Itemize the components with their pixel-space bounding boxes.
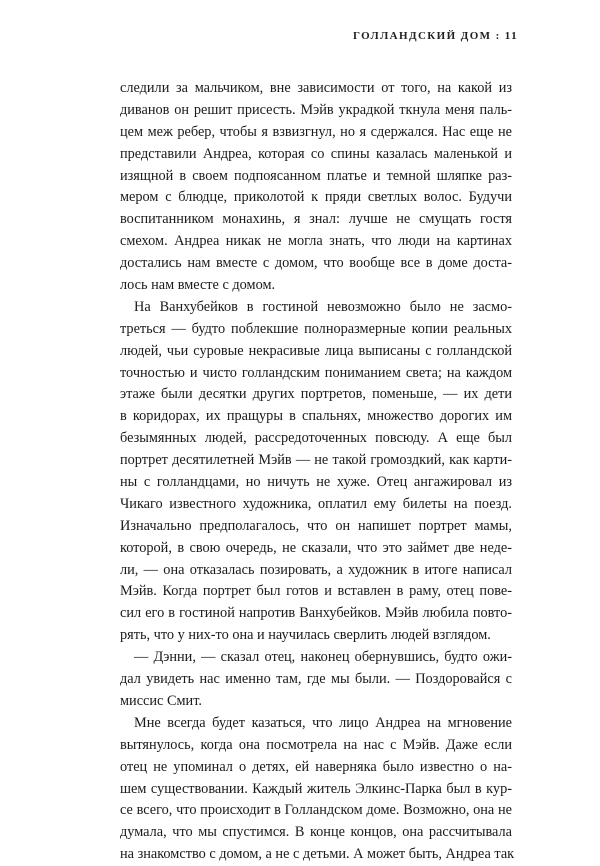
text-line: следили за мальчиком, вне зависимости от того, на какой из bbox=[120, 80, 512, 96]
text-line: безымянных людей, рассредоточенных повсюду. А еще был bbox=[120, 430, 512, 447]
running-head: ГОЛЛАНДСКИЙ ДОМ : 11 bbox=[352, 30, 518, 42]
text-line: этаже были десятки других портретов, поменьше, — их дети bbox=[120, 386, 512, 403]
text-line: достались нам вместе с домом, что вообще все в доме доста- bbox=[120, 255, 512, 272]
text-line: рять, что у них-то она и научилась сверлить людей взглядом. bbox=[120, 627, 491, 644]
text-line: диванов он решит присесть. Мэйв украдкой ткнула меня паль- bbox=[120, 101, 512, 118]
text-line: се всего, что происходит в Голландском доме. Возможно, она не bbox=[120, 802, 512, 819]
text-line: ны с голландцами, но ничуть не хуже. Отец ангажировал из bbox=[120, 474, 512, 491]
body-text bbox=[120, 78, 515, 866]
text-line: дал увидеть нас именно там, где мы были. — Поздоровайся с bbox=[120, 671, 512, 688]
text-line: думала, что мы спустимся. В конце концов, она рассчитывала bbox=[120, 824, 512, 841]
text-line: на знакомство с домом, а не с детьми. А может быть, Андреа так bbox=[120, 846, 515, 863]
text-line: отец не упоминал о детях, ей наверняка было известно о на- bbox=[120, 758, 512, 775]
text-line: людей, чьи суровые некрасивые лица выписаны с голландской bbox=[120, 342, 512, 359]
text-line: сил его в гостиной напротив Ванхубейков. Мэйв любила повто- bbox=[120, 605, 512, 622]
text-line: Изначально предполагалось, что он напишет портрет мамы, bbox=[120, 517, 512, 534]
text-line: воспитанником монахинь, я знал: лучше не смущать гостя bbox=[120, 211, 512, 228]
text-line: Мне всегда будет казаться, что лицо Андреа на мгновение bbox=[134, 714, 512, 731]
text-line: Чикаго известного художника, оплатил ему билеты на поезд. bbox=[120, 495, 512, 512]
text-line: представили Андреа, которая со спины казалась маленькой и bbox=[120, 145, 512, 162]
text-line: цем меж ребер, чтобы я взвизгнул, но я сдержался. Нас еще не bbox=[120, 123, 512, 140]
text-line: смехом. Андреа никак не могла знать, что люди на картинах bbox=[120, 233, 512, 250]
text-line: мером с блюдце, приколотой к пряди светлых волос. Будучи bbox=[120, 189, 512, 206]
text-line: — Дэнни, — сказал отец, наконец обернувшись, будто ожи- bbox=[134, 649, 512, 666]
text-line: треться — будто поблекшие полноразмерные копии реальных bbox=[120, 320, 512, 337]
text-line: в коридорах, их пращуры в спальнях, множество дорогих им bbox=[120, 408, 512, 425]
text-line: шем существовании. Каждый житель Элкинс-Парка был в кур- bbox=[120, 780, 512, 797]
text-line: точностью и чисто голландским пониманием света; на каждом bbox=[120, 364, 512, 381]
text-line: вытянулось, когда она посмотрела на нас с Мэйв. Даже если bbox=[120, 736, 512, 753]
text-line: портрет десятилетней Мэйв — не такой громоздкий, как карти- bbox=[120, 452, 512, 469]
text-line: ли, — она отказалась позировать, а художник в итоге написал bbox=[120, 561, 512, 578]
text-line: которой, в свою очередь, не сказали, что это займет две неде- bbox=[120, 539, 512, 556]
text-line: Мэйв. Когда портрет был готов и вставлен в раму, отец пове- bbox=[120, 583, 512, 600]
text-line: миссис Смит. bbox=[120, 692, 202, 709]
text-line: лось нам вместе с домом. bbox=[120, 277, 276, 294]
text-line: На Ванхубейков в гостиной невозможно было не засмо- bbox=[134, 298, 512, 315]
text-line: изящной в своем подпоясанном платье и темной шляпке раз- bbox=[120, 167, 512, 184]
